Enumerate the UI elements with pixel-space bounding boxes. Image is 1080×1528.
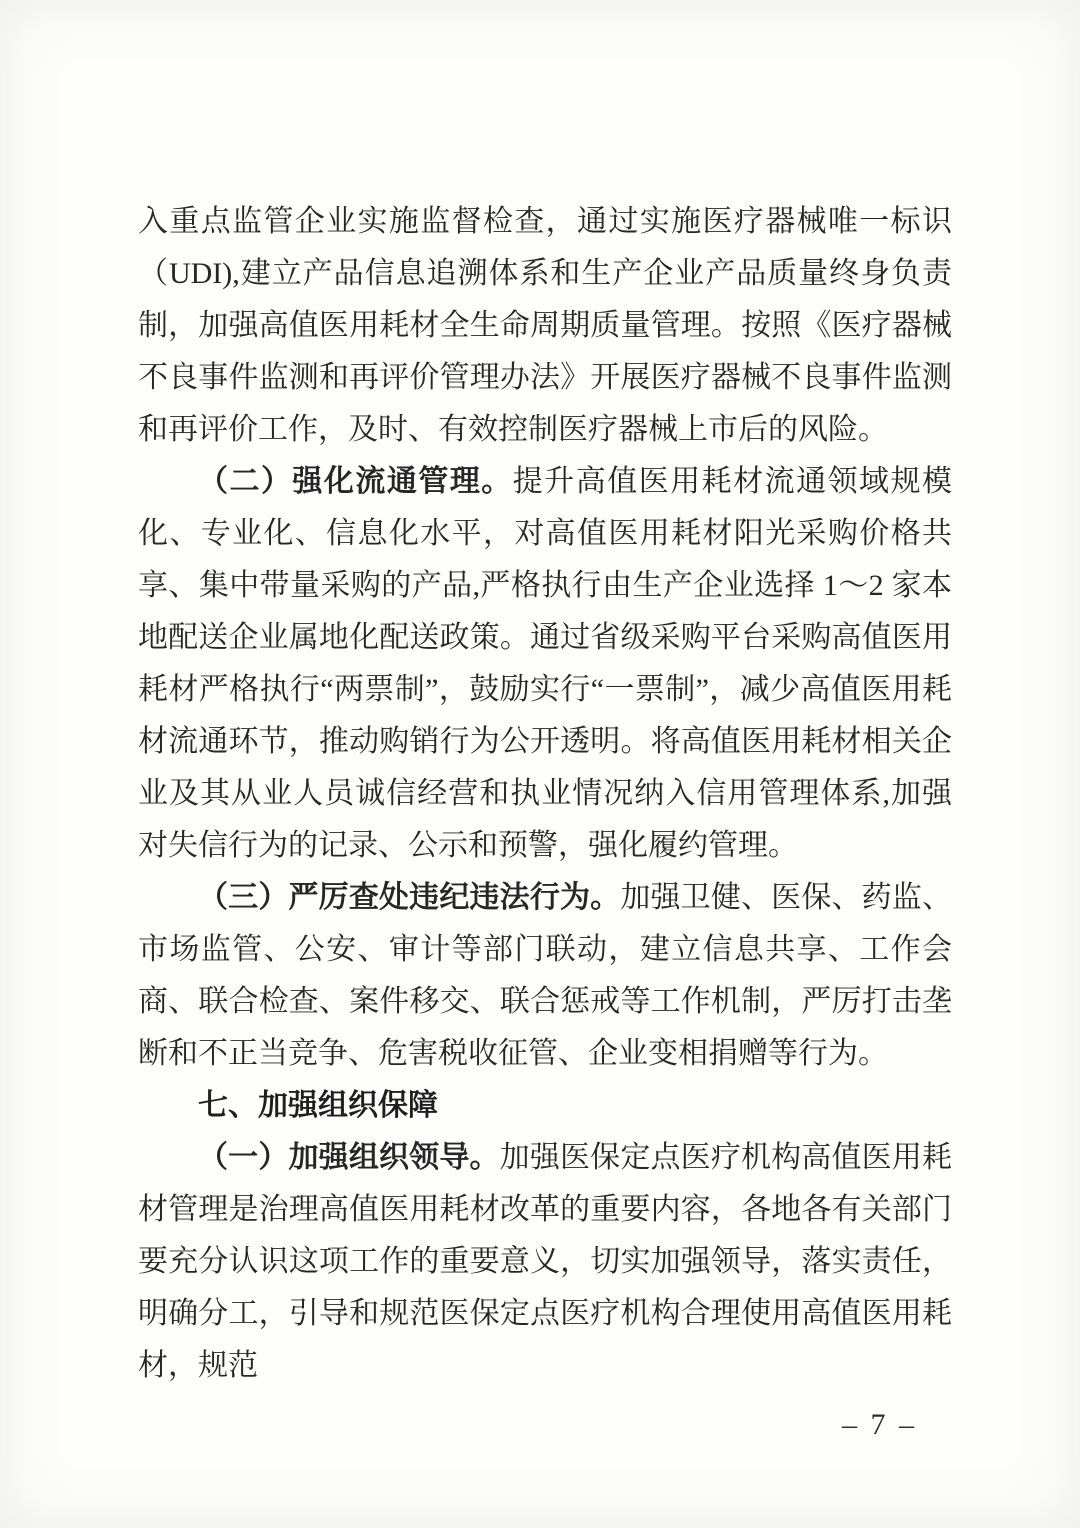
section-heading [138,1080,952,1132]
paragraph-item-2 [138,456,952,872]
paragraph-text: 提升高值医用耗材流通领域规模化、专业化、信息化水平，对高值医用耗材阳光采购价格共享、集中带量采购的产品,严格执行由生产企业选择 1～2 家本地配送企业属地化配送政策。通过省级采购平台采购高值医用耗材严格执行“两票制”，鼓励实行“一票制”，减少高值医用耗材流通环节，推动购销行为公开透明。将高值医用耗材相关企业及其从业人员诚信经营和执业情况纳入信用管理体系,加强对失信行为的记录、公示和预警，强化履约管理。 [138,465,953,862]
paragraph-text: 入重点监管企业实施监督检查，通过实施医疗器械唯一标识（UDI),建立产品信息追溯体系和生产企业产品质量终身负责制，加强高值医用耗材全生命周期质量管理。按照《医疗器械不良事件监测和再评价管理办法》开展医疗器械不良事件监测和再评价工作，及时、有效控制医疗器械上市后的风险。 [138,205,952,446]
document-body [138,196,952,1392]
paragraph-lead: （一）加强组织领导。 [198,1141,500,1174]
page-number: – 7 – [842,1408,917,1441]
paragraph-continued [138,196,952,456]
paragraph-item-3 [138,872,952,1080]
paragraph-text: 加强卫健、医保、药监、市场监管、公安、审计等部门联动，建立信息共享、工作会商、联合检查、案件移交、联合惩戒等工作机制，严厉打击垄断和不正当竞争、危害税收征管、企业变相捐赠等行为。 [138,881,953,1070]
paragraph-item-1 [138,1132,952,1392]
paragraph-lead: （二）强化流通管理。 [198,465,513,498]
section-heading-text: 七、加强组织保障 [198,1088,438,1123]
paragraph-text: 加强医保定点医疗机构高值医用耗材管理是治理高值医用耗材改革的重要内容，各地各有关部门要充分认识这项工作的重要意义，切实加强领导，落实责任，明确分工，引导和规范医保定点医疗机构合理使用高值医用耗材，规范 [138,1141,953,1382]
paragraph-lead: （三）严厉查处违纪违法行为。 [198,881,621,914]
